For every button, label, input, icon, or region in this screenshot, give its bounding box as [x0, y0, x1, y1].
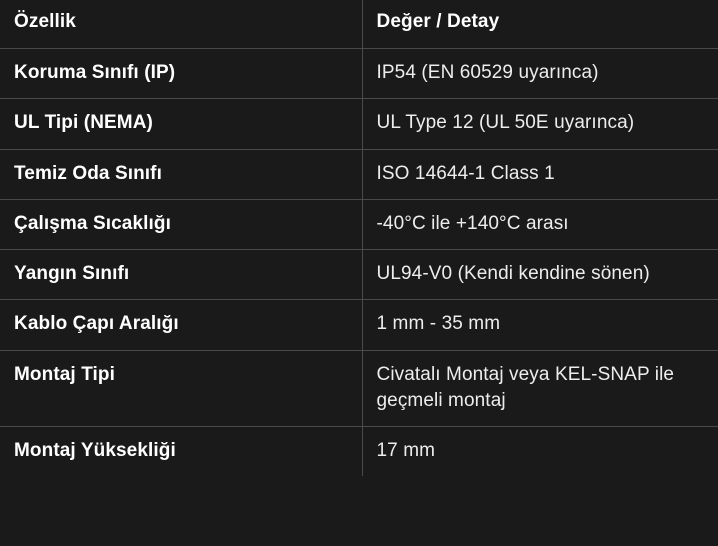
- row-value: IP54 (EN 60529 uyarınca): [362, 49, 718, 99]
- row-key: Çalışma Sıcaklığı: [0, 199, 362, 249]
- table-header-row: [0, 0, 718, 49]
- row-key: Yangın Sınıfı: [0, 250, 362, 300]
- row-value: Civatalı Montaj veya KEL-SNAP ile geçmeli montaj: [362, 350, 718, 426]
- row-key: Montaj Yüksekliği: [0, 426, 362, 476]
- table-row: [0, 149, 718, 199]
- table-row: [0, 199, 718, 249]
- row-key: Kablo Çapı Aralığı: [0, 300, 362, 350]
- row-value: 1 mm - 35 mm: [362, 300, 718, 350]
- row-value: ISO 14644-1 Class 1: [362, 149, 718, 199]
- row-key: UL Tipi (NEMA): [0, 99, 362, 149]
- row-value: 17 mm: [376, 439, 436, 461]
- row-value: UL Type 12 (UL 50E uyarınca): [362, 99, 718, 149]
- table-row: [0, 49, 718, 99]
- column-header-value: Değer / Detay: [362, 0, 718, 49]
- table-body: [0, 49, 718, 476]
- column-header-feature: Özellik: [0, 0, 362, 49]
- table-row: [0, 300, 718, 350]
- row-key: Koruma Sınıfı (IP): [0, 49, 362, 99]
- row-key: Montaj Tipi: [0, 350, 362, 426]
- row-key: Temiz Oda Sınıfı: [0, 149, 362, 199]
- row-value: -40°C ile +140°C arası: [362, 199, 718, 249]
- table-header: [0, 0, 718, 49]
- table-row: [0, 99, 718, 149]
- table-row: [0, 250, 718, 300]
- row-value: UL94-V0 (Kendi kendine sönen): [362, 250, 718, 300]
- table-row: [0, 350, 718, 426]
- table-row: [0, 426, 718, 476]
